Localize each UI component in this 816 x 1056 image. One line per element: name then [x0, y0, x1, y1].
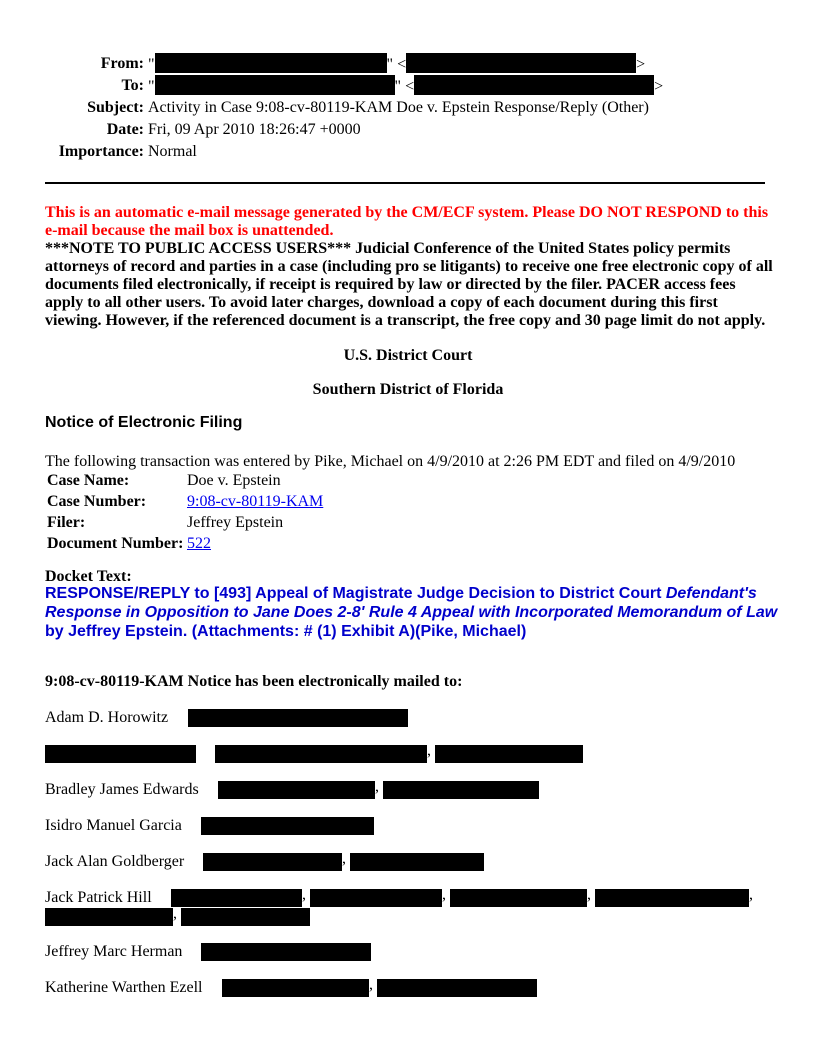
- redacted-sender-email: [406, 53, 636, 73]
- transaction-line: The following transaction was entered by Pike, Michael on 4/9/2010 at 2:26 PM EDT and filed on 4/9/2010: [45, 453, 736, 470]
- date-value: Fri, 09 Apr 2010 18:26:47 +0000: [148, 121, 361, 138]
- from-quote-close: " <: [386, 56, 407, 73]
- separator-comma: ,: [587, 886, 591, 903]
- to-value: [148, 75, 663, 98]
- separator-comma: ,: [442, 886, 446, 903]
- redacted-email: [201, 817, 374, 835]
- redacted-email: [218, 781, 375, 799]
- redacted-email: [435, 745, 583, 763]
- redacted-email: [171, 889, 302, 907]
- redacted-email: [595, 889, 749, 907]
- redacted-email: [450, 889, 587, 907]
- system-notice: [45, 204, 775, 330]
- from-value: [148, 53, 645, 76]
- filer-value: Jeffrey Epstein: [187, 514, 284, 531]
- redacted-email: [45, 908, 173, 926]
- redacted-email: [383, 781, 539, 799]
- to-label: To:: [121, 77, 144, 94]
- docket-text-italic: Defendant's Response in Opposition to Jane Does 2-8' Rule 4 Appeal with Incorporated Memorandum of Law: [45, 585, 778, 621]
- redacted-sender-name: [155, 53, 387, 73]
- case-name-label: Case Name:: [47, 472, 130, 489]
- subject-row: [0, 97, 816, 119]
- case-number-link[interactable]: 9:08-cv-80119-KAM: [187, 493, 324, 510]
- recipient-name: Katherine Warthen Ezell: [45, 979, 203, 996]
- header-divider: [45, 182, 765, 184]
- date-row: [0, 119, 816, 141]
- filer-label: Filer:: [47, 514, 86, 531]
- separator-comma: ,: [369, 976, 373, 993]
- court-district: Southern District of Florida: [312, 381, 504, 398]
- nef-title: Notice of Electronic Filing: [45, 414, 243, 431]
- separator-comma: ,: [375, 778, 379, 795]
- redacted-email: [215, 745, 427, 763]
- recipient-name: Isidro Manuel Garcia: [45, 817, 182, 834]
- mailed-heading: 9:08-cv-80119-KAM Notice has been electronically mailed to:: [45, 673, 463, 690]
- docket-text-label: Docket Text:: [45, 568, 132, 585]
- importance-row: [0, 141, 816, 163]
- to-end: >: [654, 78, 664, 95]
- recipient-name: Jack Alan Goldberger: [45, 853, 185, 870]
- to-quote-open: ": [148, 78, 155, 95]
- redacted-email: [203, 853, 342, 871]
- redacted-recipient-email: [414, 75, 654, 95]
- case-number-label: Case Number:: [47, 493, 147, 510]
- case-name-value: Doe v. Epstein: [187, 472, 281, 489]
- importance-value: Normal: [148, 143, 197, 160]
- redacted-email: [310, 889, 442, 907]
- from-label: From:: [100, 55, 144, 72]
- redacted-email: [350, 853, 484, 871]
- redacted-email: [201, 943, 371, 961]
- from-quote-open: ": [148, 56, 155, 73]
- separator-comma: ,: [427, 742, 431, 759]
- importance-label: Importance:: [58, 143, 144, 160]
- document-number-label: Document Number:: [47, 535, 184, 552]
- subject-value: Activity in Case 9:08-cv-80119-KAM Doe v. Epstein Response/Reply (Other): [148, 99, 649, 116]
- separator-comma: ,: [342, 850, 346, 867]
- redacted-email: [222, 979, 369, 997]
- recipient-name: Jack Patrick Hill: [45, 889, 152, 906]
- public-access-note: ***NOTE TO PUBLIC ACCESS USERS*** Judicial Conference of the United States policy permits attorneys of record and parties in a case (including pro se litigants) to receive one free electronic copy of all documents filed electronically, if receipt is required by law or directed by the filer. PACER access fees apply to all other users. To avoid later charges, download a copy of each document during this first viewing. However, if the referenced document is a transcript, the free copy and 30 page limit do not apply.: [45, 240, 773, 329]
- recipient-name: Jeffrey Marc Herman: [45, 943, 183, 960]
- redacted-email: [377, 979, 537, 997]
- redacted-email: [188, 709, 408, 727]
- redacted-email: [181, 908, 310, 926]
- docket-text-part3: by Jeffrey Epstein. (Attachments: # (1) Exhibit A)(Pike, Michael): [45, 623, 527, 640]
- from-end: >: [636, 56, 646, 73]
- do-not-respond-warning: This is an automatic e-mail message generated by the CM/ECF system. Please DO NOT RESPOND to this e-mail because the mail box is unattended.: [45, 204, 769, 239]
- document-number-link[interactable]: 522: [187, 535, 211, 552]
- docket-text: [45, 584, 785, 641]
- subject-label: Subject:: [87, 99, 144, 116]
- separator-comma: ,: [749, 886, 753, 903]
- separator-comma: ,: [302, 886, 306, 903]
- to-row: [0, 75, 816, 97]
- redacted-recipient-name: [155, 75, 395, 95]
- recipient-name: Adam D. Horowitz: [45, 709, 169, 726]
- separator-comma: ,: [173, 905, 177, 922]
- docket-text-part1: RESPONSE/REPLY to [493] Appeal of Magistrate Judge Decision to District Court: [45, 585, 666, 602]
- recipient-name: Bradley James Edwards: [45, 781, 199, 798]
- email-header: [0, 53, 816, 163]
- redacted-name: [45, 745, 196, 763]
- court-name: U.S. District Court: [343, 347, 473, 364]
- date-label: Date:: [106, 121, 144, 138]
- to-quote-close: " <: [394, 78, 415, 95]
- from-row: [0, 53, 816, 75]
